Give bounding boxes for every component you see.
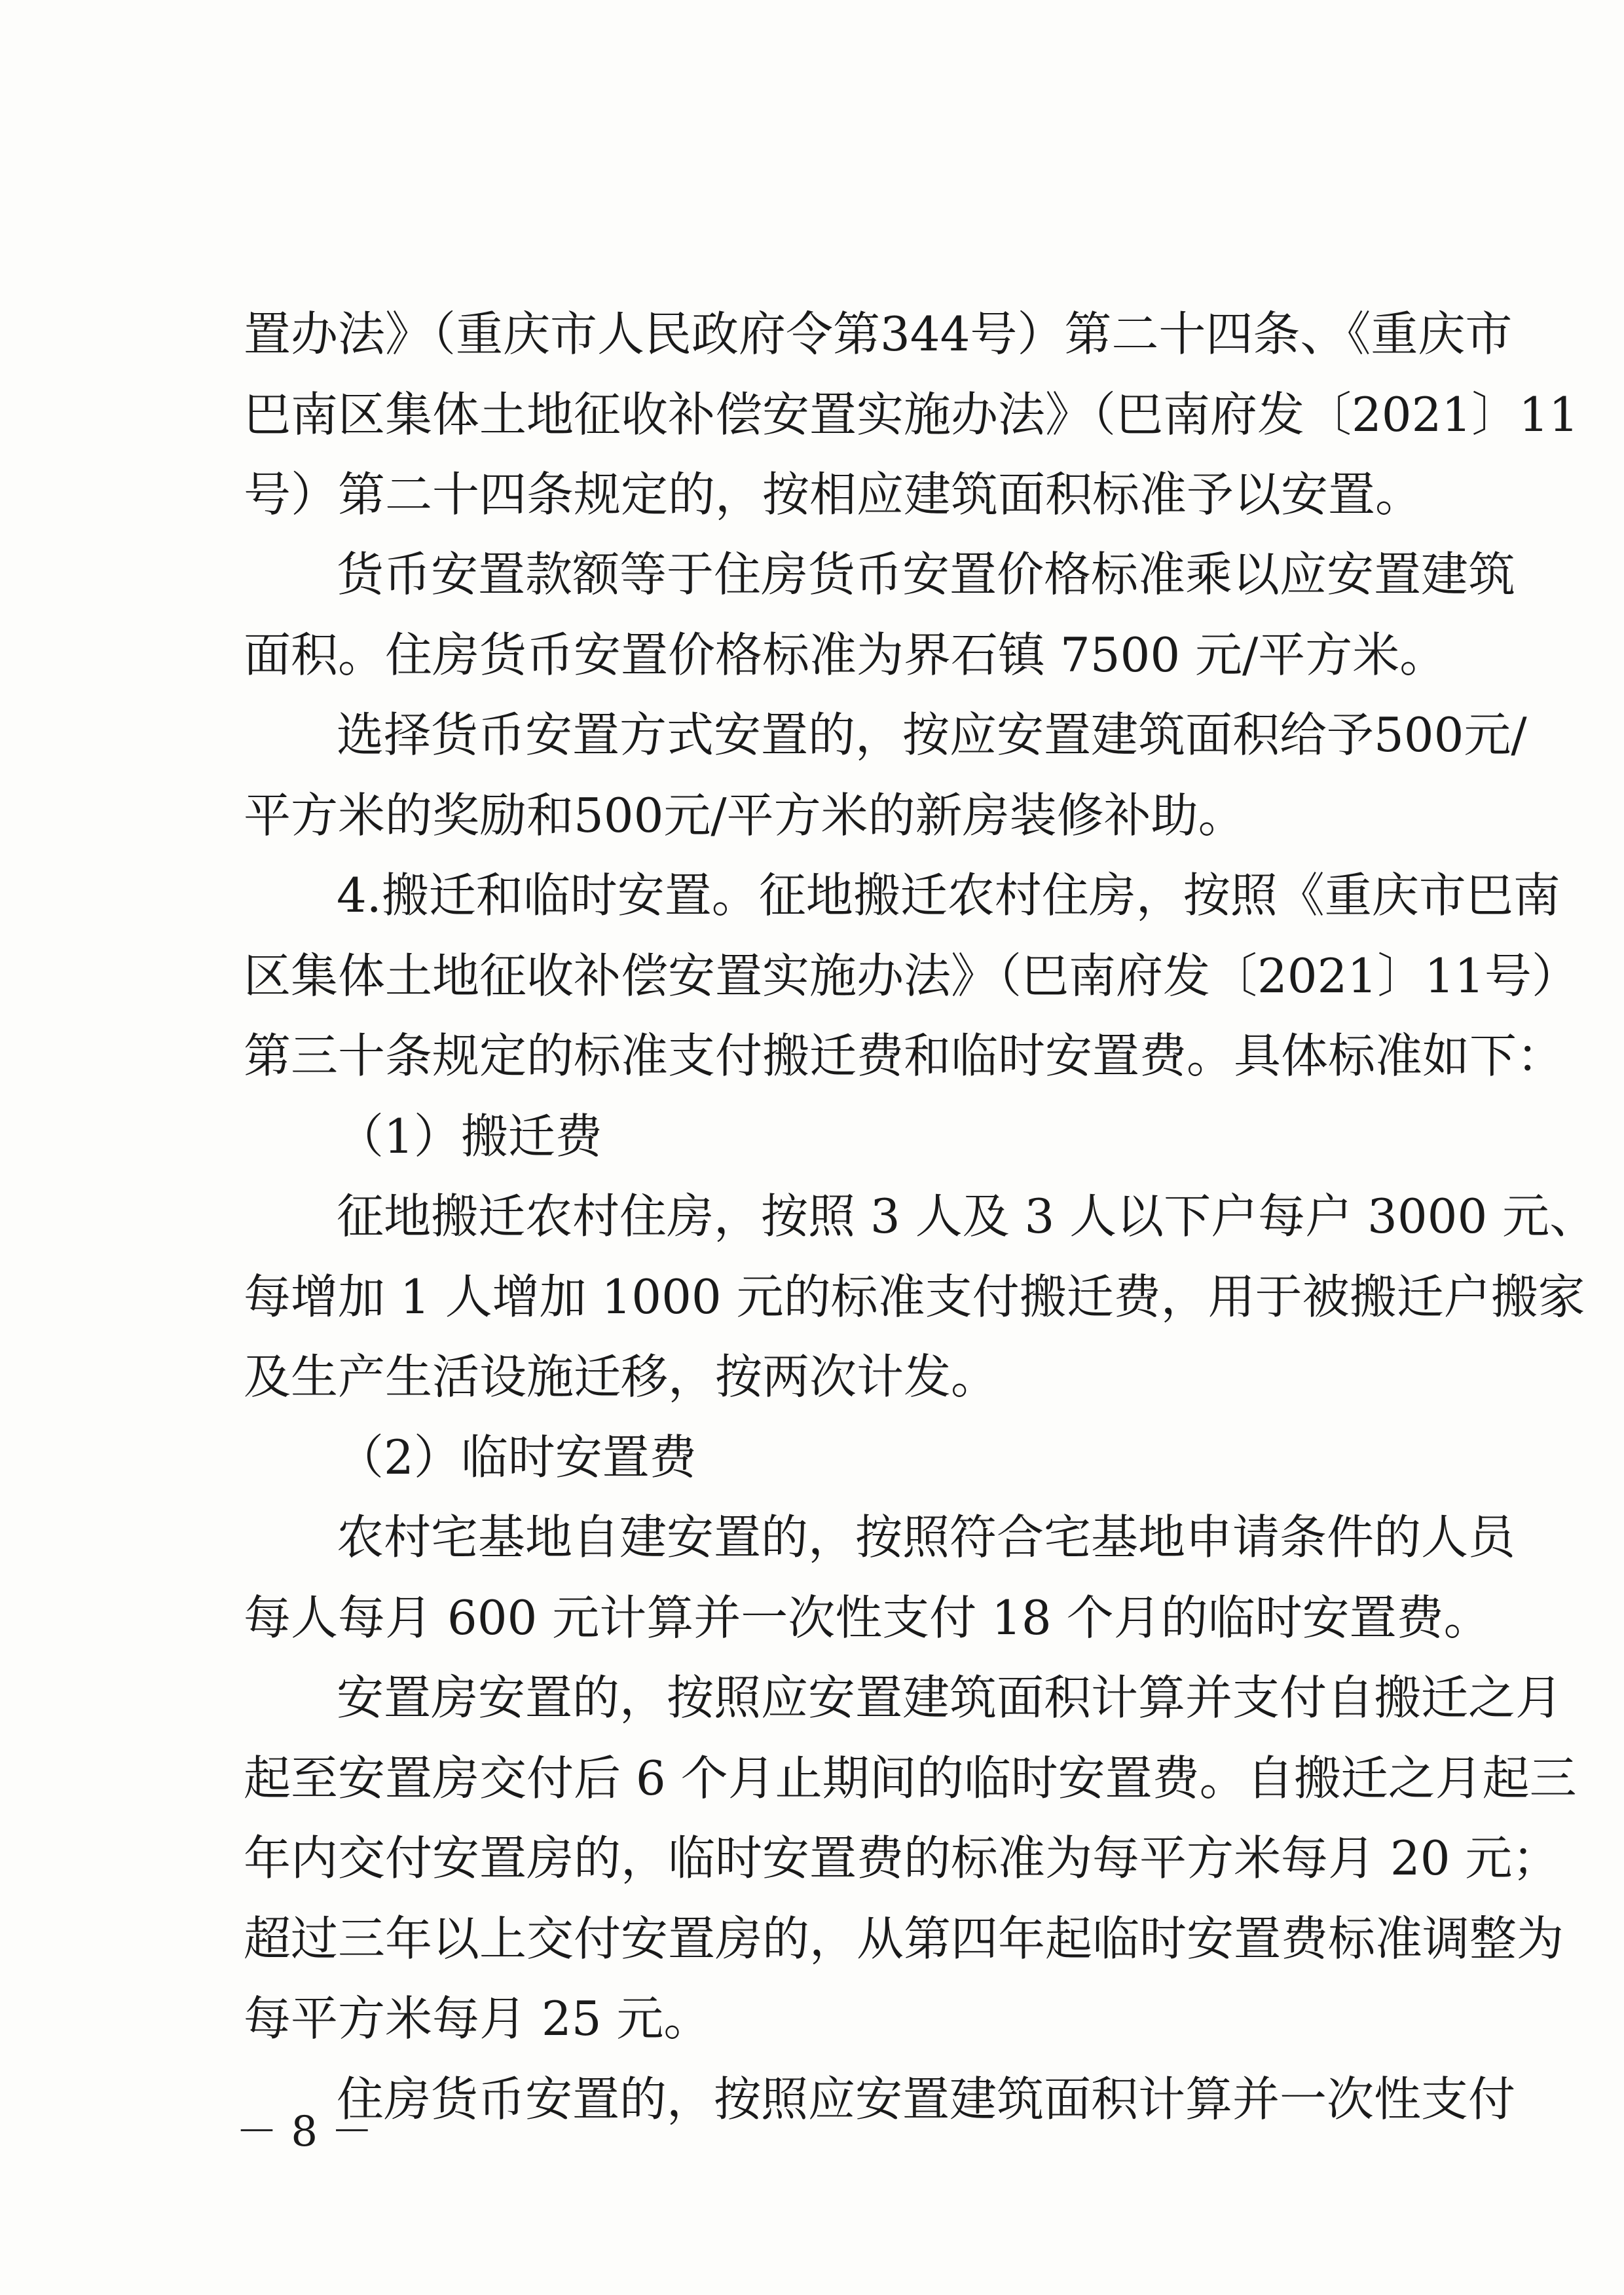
text-line: 年内交付安置房的，临时安置费的标准为每平方米每月 20 元； <box>244 1831 1560 1886</box>
paragraph-line: 农村宅基地自建安置的，按照符合宅基地申请条件的人员 <box>337 1510 1516 1565</box>
section-heading: （1）搬迁费 <box>337 1109 602 1164</box>
paragraph-line: 安置房安置的，按照应安置建筑面积计算并支付自搬迁之月 <box>337 1670 1563 1725</box>
text-line: 区集体土地征收补偿安置实施办法》（巴南府发〔2021〕11号） <box>244 948 1579 1003</box>
paragraph-line: 货币安置款额等于住房货币安置价格标准乘以应安置建筑 <box>337 547 1516 602</box>
text-line: 每平方米每月 25 元。 <box>244 1991 711 2046</box>
page-number: － 8 － <box>236 2108 373 2156</box>
text-line: 及生产生活设施迁移，按两次计发。 <box>244 1349 999 1404</box>
section-heading: （2）临时安置费 <box>337 1430 697 1485</box>
text-line: 面积。住房货币安置价格标准为界石镇 7500 元/平方米。 <box>244 627 1447 682</box>
text-line: 置办法》（重庆市人民政府令第344号）第二十四条、《重庆市 <box>244 307 1513 362</box>
text-line: 超过三年以上交付安置房的，从第四年起临时安置费标准调整为 <box>244 1911 1564 1966</box>
paragraph-line: 征地搬迁农村住房，按照 3 人及 3 人以下户每户 3000 元、 <box>337 1189 1597 1244</box>
paragraph-line: 4.搬迁和临时安置。征地搬迁农村住房，按照《重庆市巴南 <box>337 868 1560 923</box>
text-line: 号）第二十四条规定的，按相应建筑面积标准予以安置。 <box>244 467 1423 522</box>
text-line: 起至安置房交付后 6 个月止期间的临时安置费。自搬迁之月起三 <box>244 1751 1577 1806</box>
text-line: 第三十条规定的标准支付搬迁费和临时安置费。具体标准如下： <box>244 1028 1564 1083</box>
paragraph-line: 住房货币安置的，按照应安置建筑面积计算并一次性支付 <box>337 2072 1516 2127</box>
paragraph-line: 选择货币安置方式安置的，按应安置建筑面积给予500元/ <box>337 707 1527 762</box>
text-line: 每增加 1 人增加 1000 元的标准支付搬迁费，用于被搬迁户搬家 <box>244 1269 1585 1324</box>
text-line: 巴南区集体土地征收补偿安置实施办法》（巴南府发〔2021〕11 <box>244 387 1579 442</box>
text-line: 平方米的奖励和500元/平方米的新房装修补助。 <box>244 788 1246 843</box>
text-line: 每人每月 600 元计算并一次性支付 18 个月的临时安置费。 <box>244 1590 1491 1645</box>
